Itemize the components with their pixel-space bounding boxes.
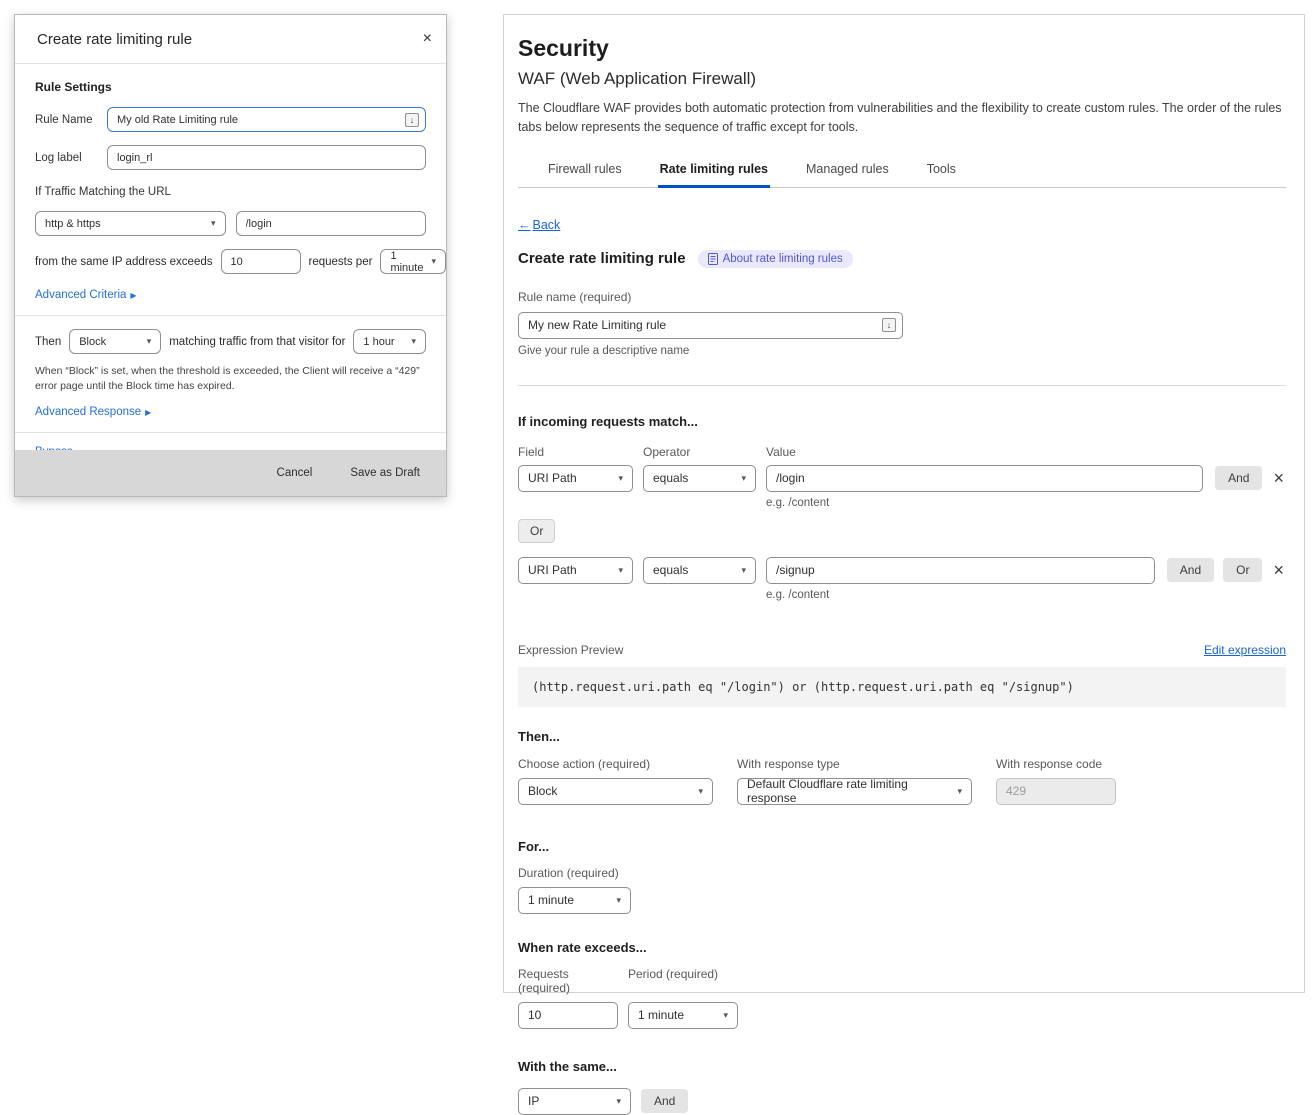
then-row [35, 329, 426, 354]
operator-select-value: equals [653, 471, 689, 486]
remove-condition-icon[interactable]: × [1273, 468, 1284, 489]
chevron-down-icon: ▾ [741, 564, 746, 575]
divider [518, 385, 1286, 386]
operator-select-value: equals [653, 563, 689, 578]
chevron-down-icon: ▾ [411, 336, 416, 346]
action-select-value: Block [79, 335, 107, 348]
match-heading: If incoming requests match... [518, 413, 698, 429]
same-heading: With the same... [518, 1058, 617, 1074]
url-input[interactable] [236, 211, 427, 236]
log-label-row [35, 145, 426, 170]
tab-rate-limiting-rules[interactable]: Rate limiting rules [658, 158, 770, 188]
field-select[interactable] [518, 465, 633, 492]
operator-column-label: Operator [643, 444, 691, 459]
dialog-footer [15, 450, 446, 496]
requests-per-text: requests per [308, 255, 373, 268]
create-rate-limiting-rule-dialog [14, 14, 447, 497]
back-arrow-icon: ← [518, 217, 531, 232]
url-match-row [35, 211, 426, 236]
rule-name-input[interactable] [518, 312, 903, 339]
divider [15, 432, 446, 433]
field-column-label: Field [518, 444, 545, 459]
rule-name-input-wrap [518, 312, 903, 339]
chevron-down-icon: ▾ [431, 256, 436, 266]
chevron-down-icon: ▾ [616, 1095, 621, 1106]
triangle-right-icon: ▶ [130, 290, 137, 300]
period-value: 1 minute [638, 1008, 685, 1023]
response-type-select[interactable] [737, 778, 972, 805]
rule-name-help: Give your rule a descriptive name [518, 344, 690, 357]
log-label-label: Log label [35, 151, 82, 164]
or-connector-button[interactable]: Or [518, 519, 555, 543]
rule-name-label: Rule name (required) [518, 289, 632, 304]
tab-managed-rules[interactable]: Managed rules [806, 161, 889, 176]
traffic-matching-heading: If Traffic Matching the URL [35, 186, 171, 198]
chevron-down-icon: ▾ [957, 785, 962, 796]
requests-input[interactable] [221, 249, 301, 274]
and-button[interactable]: And [1215, 466, 1262, 490]
tab-tools[interactable]: Tools [926, 161, 956, 176]
dialog-title: Create rate limiting rule [37, 30, 193, 48]
chevron-down-icon: ▾ [210, 218, 216, 228]
dialog-header [15, 15, 446, 64]
field-select[interactable] [518, 557, 633, 584]
match-row [518, 557, 1286, 601]
edit-expression-link[interactable]: Edit expression [1203, 642, 1286, 657]
for-heading: For... [518, 838, 550, 854]
tab-firewall-rules[interactable]: Firewall rules [548, 161, 622, 176]
response-code-label: With response code [996, 756, 1103, 771]
back-link[interactable] [518, 218, 560, 232]
and-characteristic-button[interactable]: And [641, 1089, 688, 1113]
duration-select[interactable] [518, 887, 631, 914]
value-input[interactable] [766, 465, 1203, 492]
response-code-input [996, 778, 1116, 805]
page-title: Security [518, 35, 609, 61]
period-label: Period (required) [628, 966, 719, 981]
rule-name-input-wrap [107, 107, 426, 132]
match-row [518, 465, 1286, 509]
rule-settings-heading: Rule Settings [35, 80, 112, 94]
matching-text: matching traffic from that visitor for [169, 335, 346, 348]
form-title: Create rate limiting rule [518, 250, 686, 268]
scheme-select[interactable] [35, 211, 226, 236]
period-select[interactable] [628, 1002, 738, 1029]
characteristic-value: IP [528, 1094, 540, 1109]
autofill-icon[interactable]: ↓ [405, 113, 419, 127]
about-rate-limiting-badge[interactable] [698, 250, 853, 268]
chevron-down-icon: ▾ [723, 1009, 728, 1020]
triangle-right-icon: ▶ [145, 407, 152, 417]
chevron-down-icon: ▾ [698, 785, 703, 796]
divider [15, 315, 446, 316]
then-label: Then [35, 335, 62, 348]
choose-action-value: Block [528, 784, 558, 799]
choose-action-col [518, 757, 713, 805]
rule-name-label: Rule Name [35, 113, 93, 126]
characteristic-select[interactable] [518, 1088, 631, 1115]
expression-preview-label: Expression Preview [518, 642, 624, 657]
value-hint: e.g. /content [766, 496, 830, 509]
and-button[interactable]: And [1167, 558, 1214, 582]
advanced-criteria-link[interactable] [35, 289, 137, 301]
block-note: When “Block” is set, when the threshold is exceeded, the Client will receive a “429” error page until the Block time has expired. [35, 365, 420, 393]
save-as-draft-button[interactable]: Save as Draft [350, 467, 420, 479]
choose-action-label: Choose action (required) [518, 756, 651, 771]
or-button[interactable]: Or [1223, 558, 1262, 582]
close-icon[interactable]: × [422, 30, 432, 47]
scheme-select-value: http & https [45, 217, 101, 230]
exceeds-text: from the same IP address exceeds [35, 255, 213, 268]
chevron-down-icon: ▾ [146, 336, 152, 346]
autofill-icon[interactable]: ↓ [882, 318, 896, 332]
log-label-input[interactable] [107, 145, 426, 170]
operator-select[interactable] [643, 465, 756, 492]
period-select-value: 1 minute [390, 249, 424, 274]
dialog-body [15, 64, 446, 458]
advanced-response-link[interactable] [35, 406, 151, 418]
response-code-col [996, 757, 1116, 805]
rule-name-row [35, 107, 426, 132]
then-heading: Then... [518, 728, 560, 744]
value-input[interactable] [766, 557, 1155, 584]
remove-condition-icon[interactable]: × [1273, 560, 1284, 581]
advanced-response-label: Advanced Response [35, 406, 142, 419]
operator-select[interactable] [643, 557, 756, 584]
value-column-label: Value [766, 444, 796, 459]
document-icon [708, 253, 718, 265]
cancel-button[interactable]: Cancel [276, 467, 313, 479]
about-badge-label: About rate limiting rules [722, 252, 843, 265]
back-label: Back [532, 217, 561, 232]
field-select-value: URI Path [528, 563, 577, 578]
rate-exceeds-heading: When rate exceeds... [518, 939, 647, 955]
advanced-criteria-label: Advanced Criteria [35, 289, 127, 301]
chevron-down-icon: ▾ [618, 564, 623, 575]
action-select[interactable] [69, 329, 161, 354]
response-type-label: With response type [737, 756, 840, 771]
response-type-col [737, 757, 972, 805]
duration-value: 1 minute [528, 893, 575, 908]
block-duration-value: 1 hour [363, 335, 395, 348]
page-description: The Cloudflare WAF provides both automatic protection from vulnerabilities and the flexibility to create custom rules. The order of the rules tabs below represents the sequence of traffic except for tools. [518, 101, 1282, 135]
security-waf-panel [503, 14, 1305, 1109]
chevron-down-icon: ▾ [616, 894, 621, 905]
field-select-value: URI Path [528, 471, 577, 486]
threshold-row [35, 249, 436, 274]
block-duration-select[interactable] [353, 329, 426, 354]
requests-input[interactable] [518, 1002, 618, 1029]
requests-label: Requests (required) [518, 966, 571, 995]
chevron-down-icon: ▾ [618, 472, 623, 483]
chevron-down-icon: ▾ [741, 472, 746, 483]
period-select[interactable] [380, 249, 446, 274]
page-subtitle: WAF (Web Application Firewall) [518, 69, 757, 88]
duration-label: Duration (required) [518, 865, 619, 880]
choose-action-select[interactable] [518, 778, 713, 805]
waf-tab-bar [518, 158, 1286, 188]
expression-code: (http.request.uri.path eq "/login") or (http.request.uri.path eq "/signup") [518, 667, 1286, 707]
rule-name-input[interactable] [107, 107, 426, 132]
response-type-value: Default Cloudflare rate limiting response [747, 777, 908, 806]
value-hint: e.g. /content [766, 588, 830, 601]
